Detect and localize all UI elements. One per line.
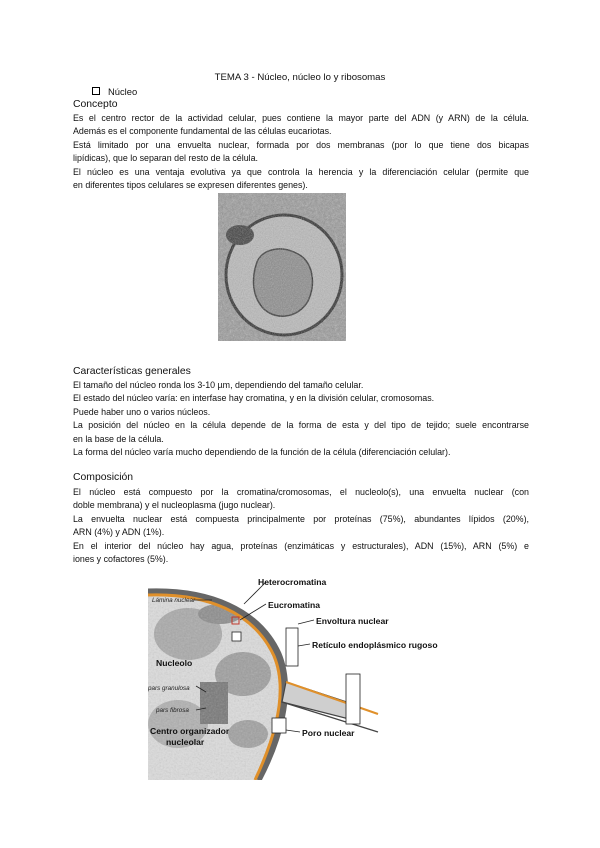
heading-caracteristicas: Características generales xyxy=(73,366,191,377)
text-line: La posición del núcleo en la célula depende de la forma de esta y del tipo de tejido; suele encontrarse xyxy=(73,420,529,431)
text-line: Está limitado por una envuelta nuclear, formada por dos membranas (por lo que tiene dos bicapas xyxy=(73,139,529,150)
text-line: La envuelta nuclear está compuesta principalmente por proteínas (75%), abundantes lípidos (20%), xyxy=(73,513,529,524)
label-lamina-nuclear: Lámina nuclear xyxy=(152,597,196,604)
text-line: Es el centro rector de la actividad celular, pues contiene la mayor parte del ADN (y ARN) de la célula. xyxy=(73,113,529,123)
text-line: lipídicas), que lo separan del resto de la célula. xyxy=(73,153,259,164)
label-eucromatina: Eucromatina xyxy=(268,600,321,610)
page-title: TEMA 3 - Núcleo, núcleo lo y ribosomas xyxy=(214,72,386,83)
text-line: ARN (4%) y ADN (1%). xyxy=(73,527,165,538)
label-pars-granulosa: pars granulosa xyxy=(148,685,190,692)
label-envoltura-nuclear: Envoltura nuclear xyxy=(316,616,389,626)
bullet-label: Núcleo xyxy=(108,86,138,97)
heterocromatina-marker-box xyxy=(232,632,241,641)
label-pars-fibrosa: pars fibrosa xyxy=(156,707,189,714)
text-line: El núcleo es una ventaja evolutiva ya que controla la herencia y la diferenciación celular (permite que xyxy=(73,166,529,177)
text-line: Además es el componente fundamental de las células eucariotas. xyxy=(73,126,332,137)
label-reticulo: Retículo endoplásmico rugoso xyxy=(312,640,438,650)
text-line: El estado del núcleo varía: en interfase hay cromatina, y en la división celular, cromosomas. xyxy=(73,393,435,404)
text-line: doble membrana) y el nucleoplasma (jugo nuclear). xyxy=(73,500,276,511)
paragraph-concepto xyxy=(73,112,529,192)
label-nucleolo: Nucleolo xyxy=(156,658,193,668)
heading-composicion: Composición xyxy=(73,472,134,483)
label-centro-organizador-1: Centro organizador xyxy=(150,726,230,736)
text-line: El tamaño del núcleo ronda los 3-10 µm, dependiendo del tamaño celular. xyxy=(73,380,364,390)
text-line: Puede haber uno o varios núcleos. xyxy=(73,406,211,417)
nucleus-structure-diagram xyxy=(148,574,438,780)
label-centro-organizador-2: nucleolar xyxy=(166,737,205,747)
envoltura-marker-box xyxy=(286,628,298,666)
paragraph-composicion xyxy=(73,486,529,566)
text-line: iones y cofactores (5%). xyxy=(73,554,169,565)
paragraph-caracteristicas xyxy=(73,379,529,459)
nucleus-micrograph-image xyxy=(218,193,346,341)
text-line: En el interior del núcleo hay agua, proteínas (enzimáticas y estructurales), ADN (15%), ARN (5%) e xyxy=(73,540,529,551)
heading-concepto: Concepto xyxy=(73,99,118,110)
text-line: El núcleo está compuesto por la cromatina/cromosomas, el nucleolo(s), una envuelta nuclear (con xyxy=(73,487,529,497)
text-line: en la base de la célula. xyxy=(73,433,164,444)
label-poro-nuclear: Poro nuclear xyxy=(302,728,355,738)
checkbox-bullet-icon xyxy=(92,87,100,95)
bullet-item-nucleo xyxy=(92,86,137,97)
poro-marker-box xyxy=(272,718,286,733)
text-line: en diferentes tipos celulares se expresen diferentes genes). xyxy=(73,180,308,191)
text-line: La forma del núcleo varía mucho dependiendo de la función de la célula (diferenciación celular). xyxy=(73,447,451,458)
label-heterocromatina: Heterocromatina xyxy=(258,577,327,587)
reticulo-marker-box xyxy=(346,674,360,724)
